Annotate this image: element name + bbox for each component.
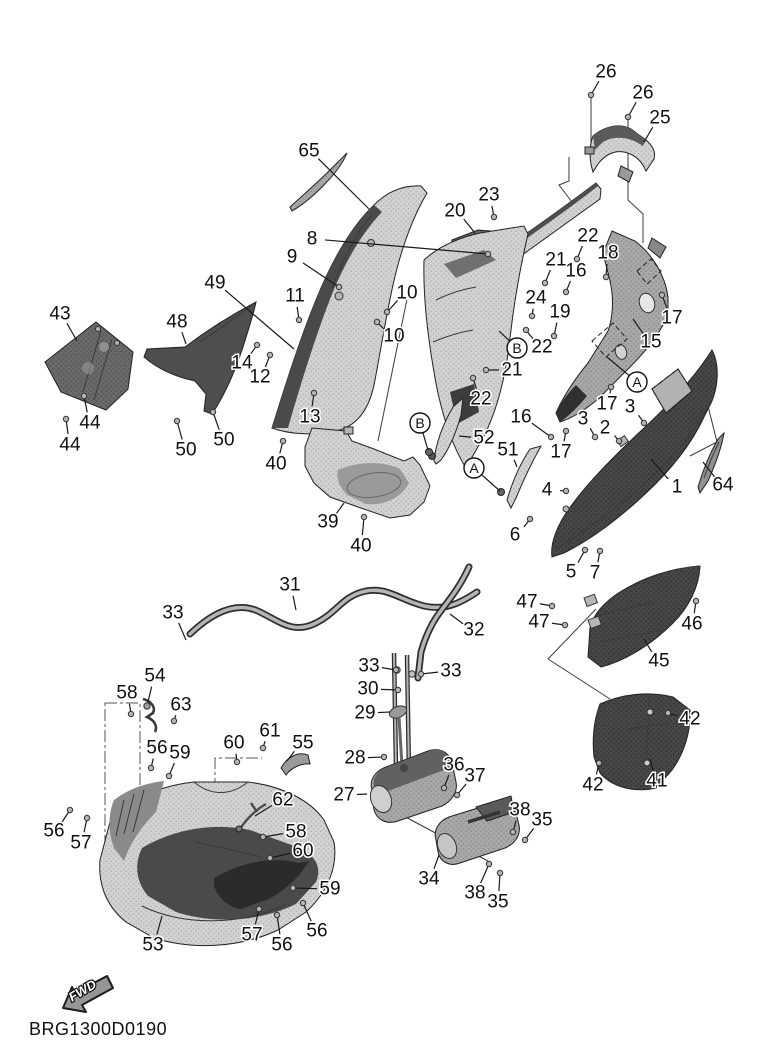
- part-39-duct: [305, 427, 430, 518]
- part-shapes: [45, 126, 724, 946]
- part-53-cowl: [100, 781, 335, 946]
- svg-text:6: 6: [509, 524, 521, 546]
- ref-marker-B: [410, 413, 430, 450]
- callout-42: [582, 760, 603, 795]
- callout-4: [542, 480, 569, 501]
- svg-text:10: 10: [396, 282, 418, 304]
- svg-text:33: 33: [440, 660, 462, 682]
- callout-47: [528, 612, 567, 633]
- callout-56: [300, 900, 327, 941]
- svg-text:56: 56: [146, 737, 168, 759]
- svg-text:21: 21: [501, 359, 523, 381]
- svg-text:17: 17: [550, 441, 572, 463]
- svg-text:38: 38: [509, 799, 531, 821]
- callout-23: [478, 185, 499, 220]
- svg-text:10: 10: [383, 325, 405, 347]
- svg-text:28: 28: [344, 747, 366, 769]
- svg-text:15: 15: [640, 331, 662, 353]
- fwd-arrow: [63, 976, 113, 1012]
- svg-text:11: 11: [285, 285, 305, 307]
- svg-text:3: 3: [624, 396, 636, 418]
- svg-text:46: 46: [681, 613, 703, 635]
- callout-22: [574, 226, 598, 262]
- callout-3: [625, 397, 647, 426]
- svg-text:44: 44: [59, 434, 81, 456]
- svg-text:37: 37: [464, 765, 486, 787]
- svg-text:59: 59: [169, 742, 191, 764]
- svg-text:A: A: [632, 374, 642, 390]
- callout-19: [549, 302, 570, 339]
- svg-text:58: 58: [285, 821, 307, 843]
- callout-43: [49, 304, 77, 342]
- svg-text:25: 25: [649, 107, 671, 129]
- svg-text:57: 57: [241, 924, 263, 946]
- callout-40: [265, 438, 286, 474]
- svg-text:56: 56: [43, 820, 65, 842]
- svg-text:5: 5: [565, 561, 577, 583]
- callout-20: [444, 201, 475, 234]
- svg-text:56: 56: [271, 934, 293, 956]
- svg-text:58: 58: [116, 682, 138, 704]
- callout-28: [344, 748, 386, 769]
- svg-text:3: 3: [577, 408, 589, 430]
- svg-text:20: 20: [444, 200, 466, 222]
- part-34-bracket: [434, 796, 520, 864]
- callout-6: [510, 516, 533, 545]
- callout-2: [600, 418, 622, 444]
- callout-31: [279, 575, 300, 611]
- svg-text:26: 26: [595, 61, 617, 83]
- callout-33: [162, 603, 186, 641]
- callout-51: [497, 440, 518, 468]
- svg-text:2: 2: [599, 417, 611, 439]
- callout-26: [588, 62, 616, 98]
- svg-text:17: 17: [661, 307, 683, 329]
- svg-text:60: 60: [223, 732, 245, 754]
- callout-60: [223, 733, 244, 765]
- callout-22: [523, 327, 552, 357]
- callout-17: [550, 428, 571, 462]
- svg-text:39: 39: [317, 511, 339, 533]
- svg-text:63: 63: [170, 694, 192, 716]
- part-41-panel: [593, 694, 690, 790]
- svg-text:31: 31: [279, 574, 301, 596]
- svg-text:B: B: [512, 340, 522, 356]
- svg-text:49: 49: [204, 272, 226, 294]
- svg-text:14: 14: [231, 352, 253, 374]
- svg-text:50: 50: [213, 429, 235, 451]
- svg-text:56: 56: [306, 920, 328, 942]
- part-25-cowl: [585, 126, 655, 182]
- callout-58: [116, 683, 137, 717]
- callout-21: [542, 250, 566, 286]
- svg-text:9: 9: [286, 246, 298, 268]
- part-65-trim: [290, 153, 347, 211]
- svg-text:40: 40: [265, 453, 287, 475]
- svg-text:17: 17: [596, 393, 618, 415]
- callout-48: [166, 312, 187, 345]
- svg-text:51: 51: [497, 439, 519, 461]
- callout-33: [418, 661, 461, 682]
- svg-text:44: 44: [79, 412, 101, 434]
- part-43-panel: [45, 322, 133, 410]
- svg-text:33: 33: [358, 655, 380, 677]
- svg-text:27: 27: [333, 784, 355, 806]
- callout-39: [317, 503, 344, 533]
- svg-text:1: 1: [671, 476, 683, 498]
- svg-text:36: 36: [443, 754, 465, 776]
- ref-marker-A: [464, 458, 500, 491]
- svg-text:60: 60: [292, 840, 314, 862]
- svg-text:30: 30: [357, 678, 379, 700]
- svg-text:59: 59: [319, 878, 341, 900]
- callout-35: [487, 870, 508, 912]
- callout-57: [70, 815, 91, 853]
- svg-text:42: 42: [582, 774, 604, 796]
- svg-text:23: 23: [478, 184, 500, 206]
- callout-50: [174, 418, 196, 460]
- svg-text:34: 34: [418, 868, 440, 890]
- callout-34: [418, 855, 440, 890]
- svg-text:12: 12: [249, 366, 271, 388]
- callout-16: [563, 261, 586, 295]
- svg-text:26: 26: [632, 82, 654, 104]
- svg-text:7: 7: [589, 562, 601, 584]
- svg-text:41: 41: [646, 770, 668, 792]
- svg-text:61: 61: [259, 720, 281, 742]
- callout-44: [59, 416, 81, 455]
- svg-text:57: 57: [70, 832, 92, 854]
- svg-text:65: 65: [298, 140, 320, 162]
- svg-text:22: 22: [470, 388, 492, 410]
- callout-12: [249, 352, 272, 387]
- svg-text:40: 40: [350, 535, 372, 557]
- svg-text:62: 62: [272, 789, 294, 811]
- callout-38: [509, 800, 530, 835]
- callout-54: [144, 666, 166, 703]
- svg-text:38: 38: [464, 882, 486, 904]
- svg-text:50: 50: [175, 439, 197, 461]
- svg-text:13: 13: [299, 406, 321, 428]
- svg-text:24: 24: [525, 287, 547, 309]
- callout-32: [450, 614, 485, 641]
- callout-25: [644, 108, 671, 143]
- svg-text:21: 21: [545, 249, 567, 271]
- callout-61: [259, 721, 280, 751]
- callout-59: [166, 743, 190, 779]
- callout-7: [590, 548, 603, 583]
- part-8-panel: [272, 186, 427, 434]
- callout-40: [350, 514, 371, 556]
- svg-text:35: 35: [487, 891, 509, 913]
- svg-text:55: 55: [292, 732, 314, 754]
- svg-text:29: 29: [354, 702, 376, 724]
- svg-text:B: B: [415, 415, 425, 431]
- callout-16: [510, 407, 553, 440]
- callout-50: [210, 409, 234, 450]
- callout-29: [354, 703, 390, 724]
- callout-24: [525, 288, 547, 319]
- svg-text:35: 35: [531, 809, 553, 831]
- callout-11: [285, 286, 305, 323]
- svg-text:42: 42: [679, 708, 701, 730]
- callout-56: [146, 738, 167, 771]
- diagram-code: BRG1300D0190: [29, 1019, 168, 1039]
- svg-text:53: 53: [142, 934, 164, 956]
- svg-text:64: 64: [712, 474, 734, 496]
- svg-text:16: 16: [565, 260, 587, 282]
- svg-text:22: 22: [531, 336, 553, 358]
- callout-63: [170, 695, 191, 724]
- svg-text:4: 4: [541, 479, 553, 501]
- svg-text:22: 22: [577, 225, 599, 247]
- svg-text:18: 18: [597, 242, 619, 264]
- svg-text:45: 45: [648, 650, 670, 672]
- svg-text:47: 47: [516, 591, 538, 613]
- svg-text:19: 19: [549, 301, 571, 323]
- svg-text:16: 16: [510, 406, 532, 428]
- callout-5: [566, 547, 588, 582]
- svg-text:32: 32: [463, 619, 485, 641]
- svg-text:33: 33: [162, 602, 184, 624]
- svg-text:A: A: [469, 460, 479, 476]
- callout-47: [516, 592, 554, 613]
- svg-text:43: 43: [49, 303, 71, 325]
- callout-27: [333, 785, 367, 806]
- fwd-label: FWD: [65, 976, 99, 1005]
- svg-text:52: 52: [473, 427, 495, 449]
- svg-text:47: 47: [528, 611, 550, 633]
- svg-text:8: 8: [306, 228, 318, 250]
- svg-text:48: 48: [166, 311, 188, 333]
- callout-56: [43, 807, 72, 841]
- callout-3: [578, 409, 598, 440]
- callout-17: [659, 292, 682, 328]
- svg-text:54: 54: [144, 665, 166, 687]
